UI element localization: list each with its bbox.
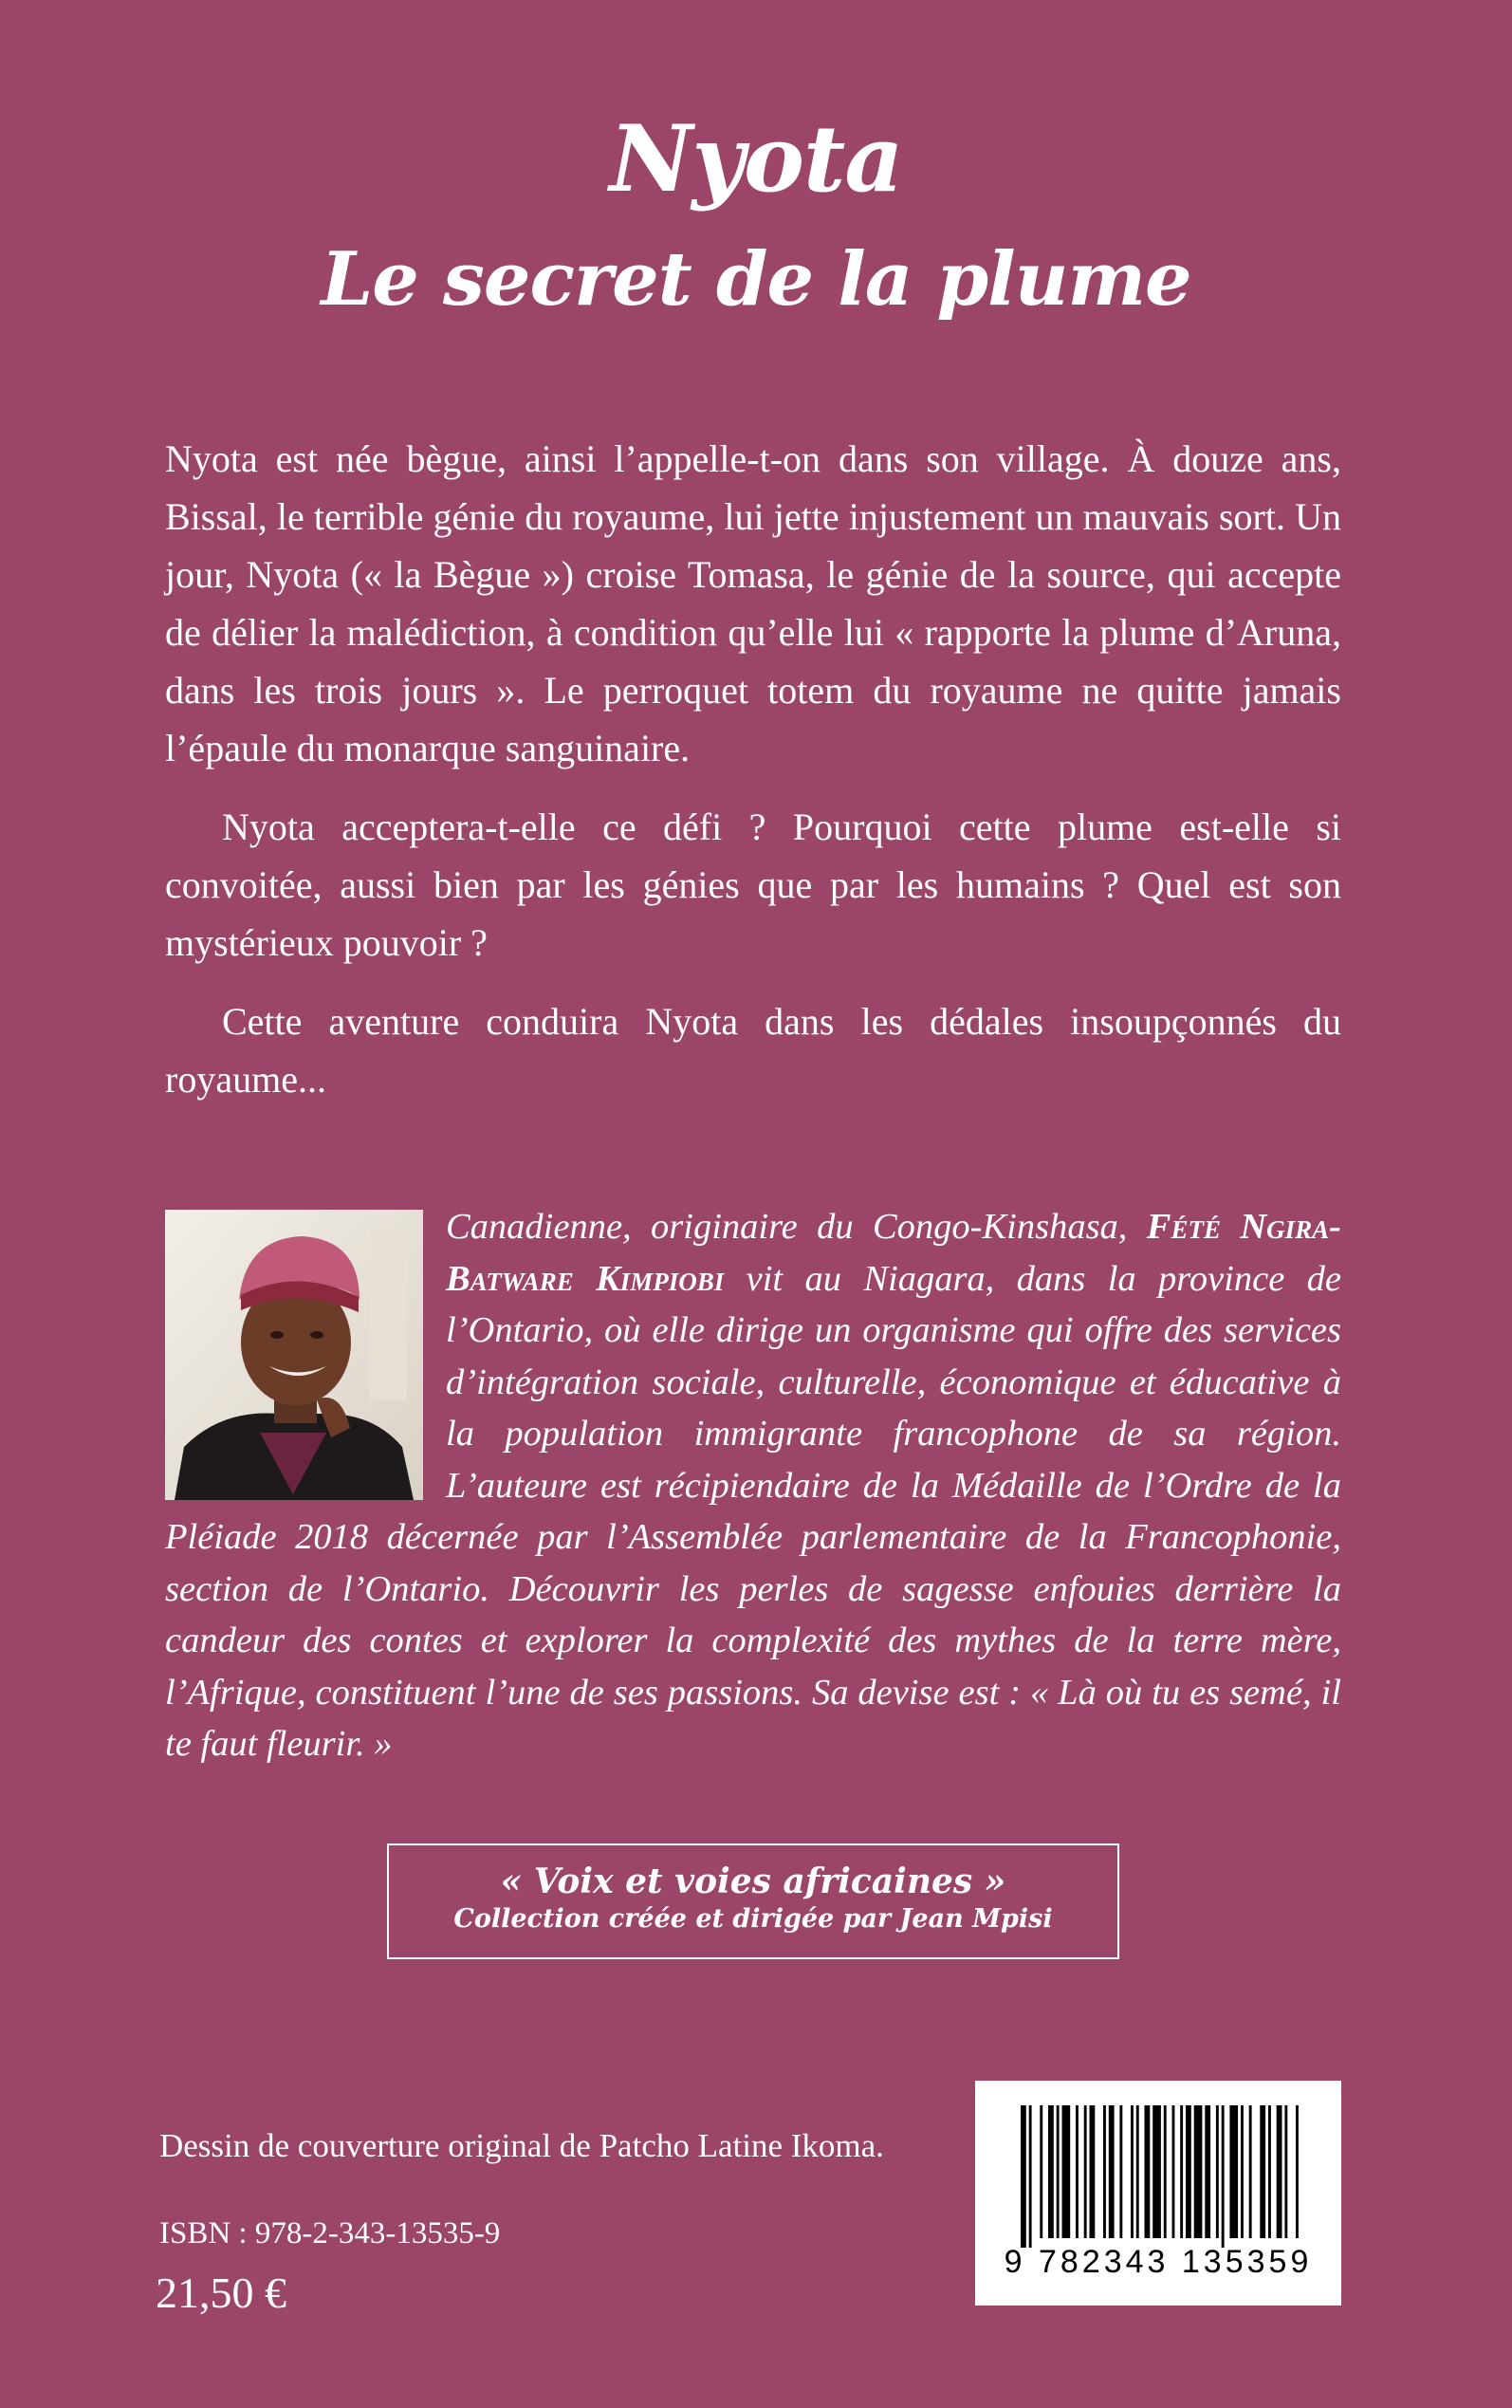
barcode-bar	[1194, 2105, 1203, 2238]
author-bio-rest: vit au Niagara, dans la province de l’Ontario, où elle dirige un organisme qui offre des services d’intégration sociale, culturelle, économique et éducative à la population immigrante francophone de sa région. L’auteure est récipiendaire de la Médaille de l’Ordre de la Pléiade 2018 décernée par l’Assemblée parlementaire de la Francophonie, section de l’Ontario. Découvrir les perles de sagesse enfouies derrière la candeur des contes et explorer la complexité des mythes de la terre mère, l’Afrique, constituent l’une de ses passions. Sa devise est : « Là où tu es semé, il te faut fleurir. »	[165, 1258, 1341, 1764]
barcode	[975, 2081, 1341, 2306]
barcode-bar	[1277, 2105, 1282, 2238]
barcode-bar	[1241, 2105, 1244, 2238]
collection-name: « Voix et voies africaines »	[500, 1862, 1006, 1901]
barcode-bar	[1084, 2105, 1087, 2238]
price: 21,50 €	[156, 2269, 286, 2317]
barcode-bar	[1145, 2105, 1151, 2238]
collection-credit: Collection créée et dirigée par Jean Mpisi	[453, 1904, 1053, 1934]
barcode-bar	[1048, 2105, 1054, 2238]
barcode-bar	[1076, 2105, 1079, 2238]
barcode-bar	[1062, 2105, 1071, 2238]
barcode-bar	[1152, 2105, 1161, 2238]
barcode-bar	[1229, 2105, 1238, 2238]
barcode-bar	[1040, 2105, 1042, 2238]
book-title: Nyota	[609, 105, 903, 213]
barcode-bars	[975, 2081, 1341, 2251]
barcode-bar	[1109, 2105, 1115, 2238]
barcode-bar	[1284, 2105, 1287, 2238]
barcode-bar	[1103, 2105, 1106, 2238]
barcode-bar	[1216, 2105, 1219, 2238]
barcode-bar	[1222, 2105, 1225, 2248]
synopsis	[165, 430, 1341, 1129]
barcode-bar	[1268, 2105, 1271, 2238]
synopsis-paragraph-1: Nyota est née bègue, ainsi l’appelle-t-on dans son village. À douze ans, Bissal, le terrible génie du royaume, lui jette injustement un mauvais sort. Un jour, Nyota (« la Bègue ») croise Tomasa, le génie de la source, qui accepte de délier la malédiction, à condition qu’elle lui « rapporte la plume d’Aruna, dans les trois jours ». Le perroquet totem du royaume ne quitte jamais l’épaule du monarque sanguinaire.	[165, 437, 1341, 769]
collection-box	[387, 1843, 1119, 1959]
barcode-bar	[1172, 2105, 1175, 2238]
author-bio	[165, 1201, 1341, 1770]
barcode-bar	[1021, 2105, 1026, 2248]
isbn: ISBN : 978-2-343-13535-9	[159, 2216, 501, 2251]
barcode-bar	[1090, 2105, 1096, 2238]
barcode-bar	[1119, 2105, 1122, 2238]
barcode-bar	[1029, 2105, 1032, 2248]
barcode-bar	[1205, 2105, 1210, 2238]
author-bio-intro: Canadienne, originaire du Congo-Kinshasa,	[446, 1207, 1147, 1247]
synopsis-paragraph-2: Nyota acceptera-t-elle ce défi ? Pourquoi cette plume est-elle si convoitée, aussi bien par les génies que par les humains ? Quel est son mystérieux pouvoir ?	[165, 806, 1341, 964]
barcode-bar	[1180, 2105, 1183, 2238]
barcode-bar	[1249, 2105, 1252, 2238]
barcode-bar	[1296, 2105, 1299, 2238]
barcode-bar	[1131, 2105, 1134, 2238]
book-subtitle: Le secret de la plume	[321, 236, 1191, 323]
barcode-bar	[1164, 2105, 1167, 2238]
synopsis-paragraph-3: Cette aventure conduira Nyota dans les dédales insoupçonnés du royaume...	[165, 1000, 1341, 1101]
barcode-bar	[1186, 2105, 1191, 2238]
barcode-bar	[1136, 2105, 1139, 2238]
barcode-bar	[1057, 2105, 1060, 2238]
cover-art-credit: Dessin de couverture original de Patcho Latine Ikoma.	[159, 2127, 884, 2164]
author-portrait	[165, 1210, 423, 1500]
barcode-bar	[1260, 2105, 1265, 2238]
author-name: Fété Ngira-Batware Kimpiobi	[446, 1207, 1341, 1299]
barcode-digits: 9 782343 135359	[1004, 2244, 1313, 2280]
